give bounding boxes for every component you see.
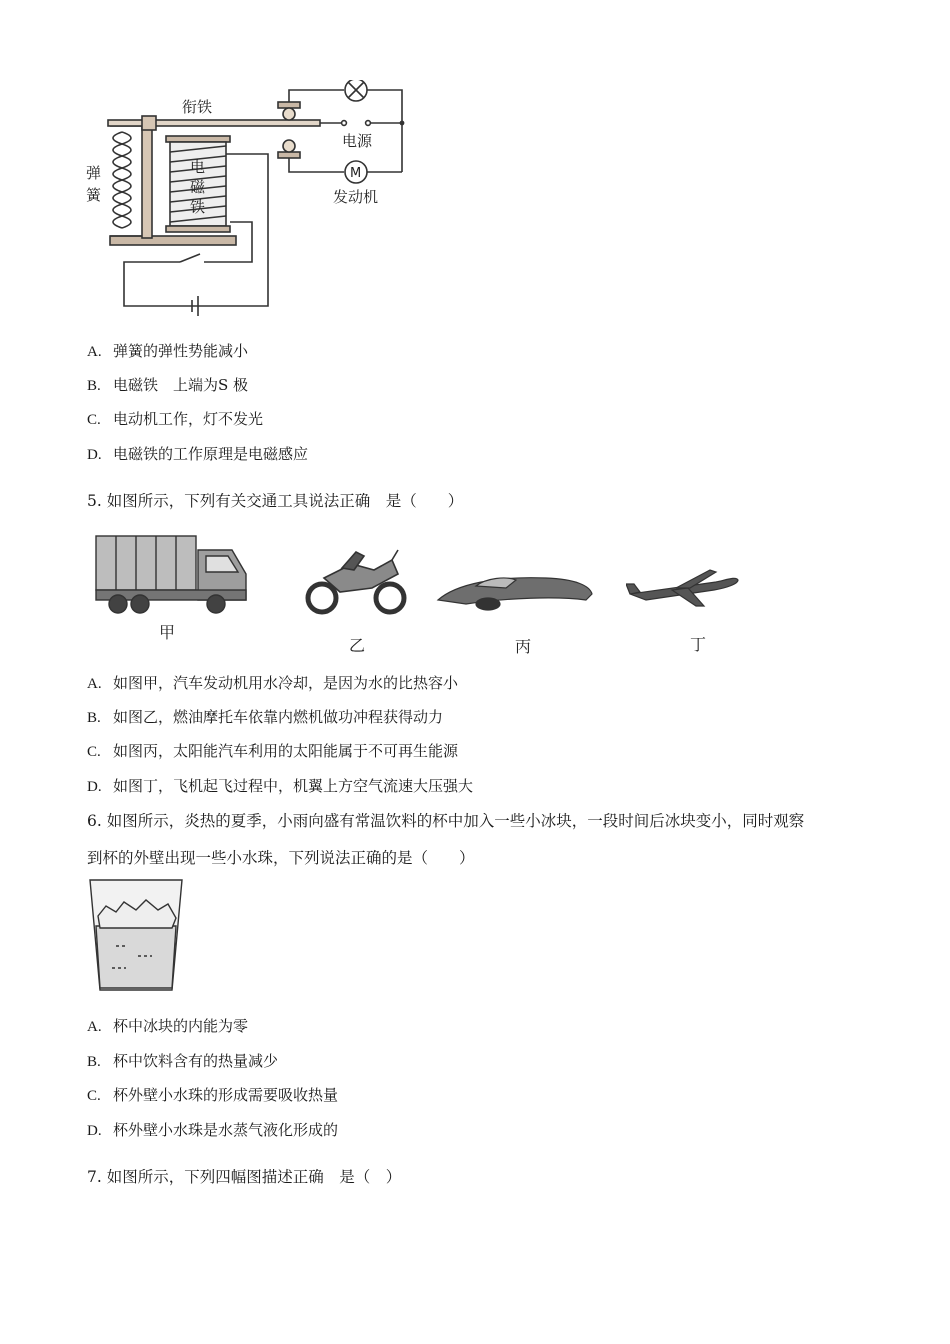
caption-bing: 丙 xyxy=(515,637,532,656)
caption-ding: 丁 xyxy=(690,635,707,654)
spring-label-2: 簧 xyxy=(86,186,102,204)
q6-option-c[interactable]: C. 杯外壁小水珠的形成需要吸收热量 xyxy=(87,1086,339,1104)
q5-stem: 5. 如图所示，下列有关交通工具说法正确 是（ ） xyxy=(87,492,464,510)
motorcycle-image xyxy=(302,548,410,616)
caption-yi: 乙 xyxy=(349,636,366,655)
q5-option-b[interactable]: B. 如图乙，燃油摩托车依靠内燃机做功冲程获得动力 xyxy=(87,708,444,726)
motor-label: 发动机 xyxy=(333,188,379,206)
caption-jia: 甲 xyxy=(159,623,176,642)
q4-option-d[interactable]: D. 电磁铁的工作原理是电磁感应 xyxy=(87,445,309,463)
q5-option-a[interactable]: A. 如图甲，汽车发动机用水冷却，是因为水的比热容小 xyxy=(87,674,459,692)
q6-option-d[interactable]: D. 杯外壁小水珠是水蒸气液化形成的 xyxy=(87,1121,339,1139)
spring-label-1: 弹 xyxy=(86,164,102,182)
q7-stem: 7. 如图所示，下列四幅图描述正确 是（ ） xyxy=(87,1168,402,1186)
airplane-image xyxy=(626,566,742,610)
q4-option-c[interactable]: C. 电动机工作，灯不发光 xyxy=(87,410,264,428)
q6-stem-line1: 6. 如图所示，炎热的夏季，小雨向盛有常温饮料的杯中加入一些小冰块，一段时间后冰块变小，同时观察 xyxy=(87,812,805,830)
q5-option-d[interactable]: D. 如图丁，飞机起飞过程中，机翼上方空气流速大压强大 xyxy=(87,777,474,795)
q4-option-a[interactable]: A. 弹簧的弹性势能减小 xyxy=(87,342,249,360)
q6-option-a[interactable]: A. 杯中冰块的内能为零 xyxy=(87,1017,249,1035)
magnet-label-3: 铁 xyxy=(190,198,206,216)
solar-car-image xyxy=(436,570,596,614)
cup-with-ice-image xyxy=(86,876,186,996)
armature-label: 衔铁 xyxy=(182,98,213,116)
q5-option-c[interactable]: C. 如图丙，太阳能汽车利用的太阳能属于不可再生能源 xyxy=(87,742,459,760)
q6-option-b[interactable]: B. 杯中饮料含有的热量减少 xyxy=(87,1052,279,1070)
magnet-label-2: 磁 xyxy=(190,178,206,196)
motor-symbol: M xyxy=(350,166,362,181)
q6-stem-line2: 到杯的外壁出现一些小水珠，下列说法正确的是（ ） xyxy=(87,849,475,867)
q4-option-b[interactable]: B. 电磁铁 上端为S 极 xyxy=(87,376,249,394)
power-label: 电源 xyxy=(342,132,373,150)
magnet-label-1: 电 xyxy=(190,158,206,176)
relay-circuit-diagram xyxy=(80,80,420,320)
truck-image xyxy=(92,530,252,618)
